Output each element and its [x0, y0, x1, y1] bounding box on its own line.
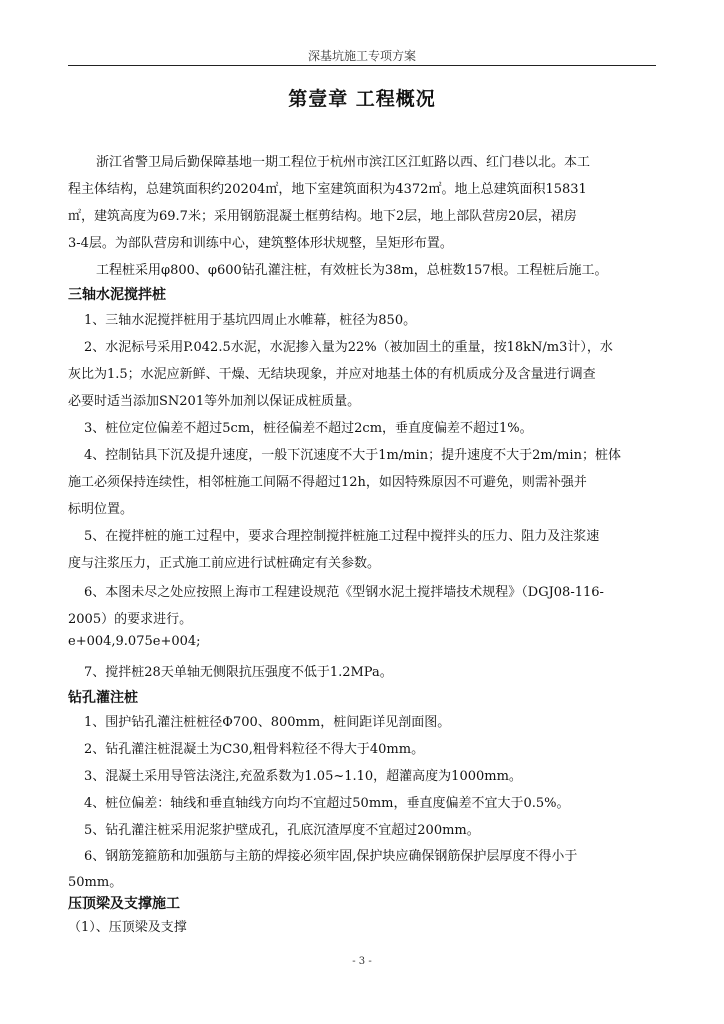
- chapter-title: 第壹章 工程概况: [288, 88, 436, 110]
- section-line: 4、控制钻具下沉及提升速度，一般下沉速度不大于1m/min；提升速度不大于2m/min；桩体: [84, 448, 621, 463]
- section-line: 3、桩位定位偏差不超过5cm，桩径偏差不超过2cm，垂直度偏差不超过1%。: [84, 421, 533, 436]
- section-line: 标明位置。: [68, 502, 134, 517]
- section-line: 6、钢筋笼箍筋和加强筋与主筋的焊接必须牢固,保护块应确保钢筋保护层厚度不得小于: [84, 849, 578, 864]
- section-line: 4、桩位偏差：轴线和垂直轴线方向均不宜超过50mm，垂直度偏差不宜大于0.5%。: [84, 796, 570, 811]
- section-line: 2、钻孔灌注桩混凝土为C30,粗骨料粒径不得大于40mm。: [84, 742, 425, 757]
- page-number: - 3 -: [352, 956, 372, 967]
- section-line: 1、三轴水泥搅拌桩用于基坑四周止水帷幕，桩径为850。: [84, 313, 417, 328]
- section-line: 施工必须保持连续性，相邻桩施工间隔不得超过12h，如因特殊原因不可避免，则需补强并: [68, 475, 587, 490]
- section-line: 2005）的要求进行。: [68, 612, 193, 627]
- section-line: e+004,9.075e+004;: [68, 634, 201, 649]
- section-line: 2、水泥标号采用P.042.5水泥，水泥掺入量为22%（被加固土的重量，按18kN/m3计），水: [84, 340, 613, 355]
- section-line: 必要时适当添加SN201等外加剂以保证成桩质量。: [68, 394, 361, 409]
- section-line: 7、搅拌桩28天单轴无侧限抗压强度不低于1.2MPa。: [84, 665, 393, 680]
- page-header: 深基坑施工专项方案: [307, 49, 416, 63]
- section-line: 50mm。: [68, 875, 123, 890]
- overview-line: 工程桩采用φ800、φ600钻孔灌注桩，有效桩长为38m，总桩数157根。工程桩后施工。: [96, 263, 608, 278]
- section-line: 3、混凝土采用导管法浇注,充盈系数为1.05~1.10，超灌高度为1000mm。: [84, 769, 522, 784]
- section-line: 5、钻孔灌注桩采用泥浆护壁成孔，孔底沉渣厚度不宜超过200mm。: [84, 823, 480, 838]
- overview-line: 程主体结构，总建筑面积约20204㎡，地下室建筑面积为4372㎡。地上总建筑面积15831: [68, 182, 587, 197]
- section-line: 1、围护钻孔灌注桩桩径Φ700、800mm，桩间距详见剖面图。: [84, 715, 451, 730]
- overview-line: ㎡，建筑高度为69.7米；采用钢筋混凝土框剪结构。地下2层，地上部队营房20层，裙房: [68, 209, 577, 224]
- section-line: 6、本图未尽之处应按照上海市工程建设规范《型钢水泥土搅拌墙技术规程》（DGJ08-116-: [84, 585, 604, 600]
- section-line: （1）、压顶梁及支撑: [68, 920, 187, 935]
- section-line: 5、在搅拌桩的施工过程中，要求合理控制搅拌桩施工过程中搅拌头的压力、阻力及注浆速: [84, 529, 600, 544]
- section-line: 灰比为1.5；水泥应新鲜、干燥、无结块现象，并应对地基土体的有机质成分及含量进行调查: [68, 367, 596, 382]
- section-heading: 三轴水泥搅拌桩: [68, 287, 166, 303]
- overview-line: 3-4层。为部队营房和训练中心，建筑整体形状规整，呈矩形布置。: [68, 236, 453, 251]
- header-divider: [68, 65, 656, 66]
- section-heading: 压顶梁及支撑施工: [68, 896, 180, 912]
- overview-line: 浙江省警卫局后勤保障基地一期工程位于杭州市滨江区江虹路以西、红门巷以北。本工: [96, 155, 591, 170]
- section-heading: 钻孔灌注桩: [68, 690, 138, 706]
- section-line: 度与注浆压力，正式施工前应进行试桩确定有关参数。: [68, 556, 381, 571]
